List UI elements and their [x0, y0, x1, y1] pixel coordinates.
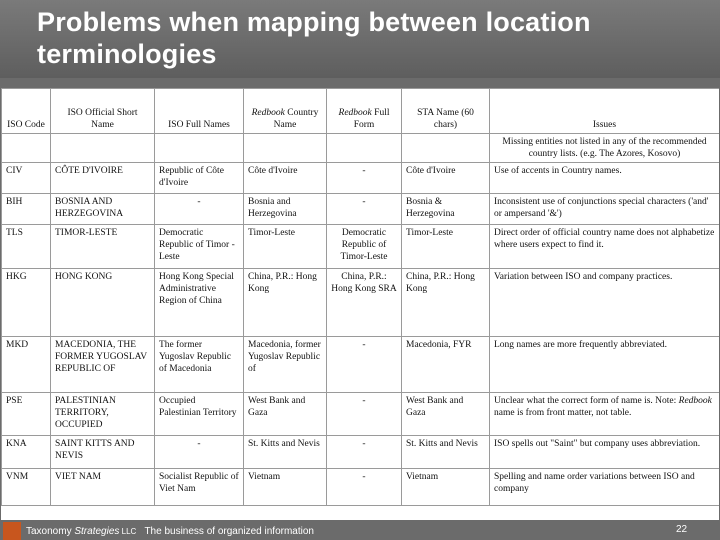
iso-full-name-cell: The former Yugoslav Republic of Macedonia: [155, 337, 244, 393]
note-row: [2, 134, 720, 163]
iso-short-name-cell: VIET NAM: [51, 469, 155, 506]
missing-entities-note: Missing entities not listed in any of the recommended country lists. (e.g. The Azores, Kosovo): [490, 134, 720, 163]
redbook-country-cell: West Bank and Gaza: [244, 393, 327, 436]
redbook-country-cell: Macedonia, former Yugoslav Republic of: [244, 337, 327, 393]
iso-full-name-cell: Hong Kong Special Administrative Region of China: [155, 269, 244, 337]
sta-name-cell: Vietnam: [402, 469, 490, 506]
iso-short-name-cell: PALESTINIAN TERRITORY, OCCUPIED: [51, 393, 155, 436]
header-sta-name: STA Name (60 chars): [402, 89, 490, 134]
iso-code-cell: KNA: [2, 436, 51, 469]
redbook-full-form-cell: -: [327, 163, 402, 194]
iso-full-name-cell: Socialist Republic of Viet Nam: [155, 469, 244, 506]
redbook-full-form-cell: -: [327, 436, 402, 469]
redbook-country-cell: Côte d'Ivoire: [244, 163, 327, 194]
iso-code-cell: PSE: [2, 393, 51, 436]
sta-name-cell: St. Kitts and Nevis: [402, 436, 490, 469]
redbook-country-cell: St. Kitts and Nevis: [244, 436, 327, 469]
header-redbook-full-form: Redbook Full Form: [327, 89, 402, 134]
table-row: [2, 469, 720, 506]
header-iso-code: ISO Code: [2, 89, 51, 134]
table-row: [2, 269, 720, 337]
iso-full-name-cell: Republic of Côte d'Ivoire: [155, 163, 244, 194]
issue-cell: Direct order of official country name does not alphabetize where users expect to find it.: [490, 225, 720, 269]
title-bar: [0, 0, 720, 78]
table-row: [2, 225, 720, 269]
table-row: [2, 337, 720, 393]
sta-name-cell: West Bank and Gaza: [402, 393, 490, 436]
company-logo: [3, 522, 21, 540]
redbook-country-cell: Bosnia and Herzegovina: [244, 194, 327, 225]
iso-short-name-cell: MACEDONIA, THE FORMER YUGOSLAV REPUBLIC OF: [51, 337, 155, 393]
slide-title: Problems when mapping between location terminologies: [37, 7, 591, 69]
redbook-full-form-cell: -: [327, 337, 402, 393]
location-mapping-table: [1, 88, 719, 506]
issue-cell: Variation between ISO and company practices.: [490, 269, 720, 337]
redbook-full-form-cell: -: [327, 393, 402, 436]
header-iso-short-name: ISO Official Short Name: [51, 89, 155, 134]
iso-full-name-cell: Democratic Republic of Timor -Leste: [155, 225, 244, 269]
redbook-full-form-cell: China, P.R.: Hong Kong SRA: [327, 269, 402, 337]
table-row: [2, 393, 720, 436]
header-row: [2, 89, 720, 134]
iso-short-name-cell: CÔTE D'IVOIRE: [51, 163, 155, 194]
iso-full-name-cell: Occupied Palestinian Territory: [155, 393, 244, 436]
iso-code-cell: HKG: [2, 269, 51, 337]
page-number: 22: [676, 524, 688, 535]
sta-name-cell: China, P.R.: Hong Kong: [402, 269, 490, 337]
iso-code-cell: BIH: [2, 194, 51, 225]
table-row: [2, 194, 720, 225]
issue-cell: Long names are more frequently abbreviated.: [490, 337, 720, 393]
table-row: [2, 163, 720, 194]
header-redbook-country-name: Redbook Country Name: [244, 89, 327, 134]
issue-cell: Spelling and name order variations between ISO and company: [490, 469, 720, 506]
redbook-full-form-cell: -: [327, 194, 402, 225]
sta-name-cell: Macedonia, FYR: [402, 337, 490, 393]
issue-cell: Inconsistent use of conjunctions special characters ('and' or ampersand '&'): [490, 194, 720, 225]
iso-short-name-cell: BOSNIA AND HERZEGOVINA: [51, 194, 155, 225]
iso-code-cell: TLS: [2, 225, 51, 269]
iso-full-name-cell: -: [155, 194, 244, 225]
issue-cell: Unclear what the correct form of name is. Note: Redbook name is from front matter, not table.: [490, 393, 720, 436]
footer-text: Taxonomy Strategies LLC The business of organized information: [26, 526, 314, 537]
iso-short-name-cell: HONG KONG: [51, 269, 155, 337]
issue-cell: Use of accents in Country names.: [490, 163, 720, 194]
iso-short-name-cell: TIMOR-LESTE: [51, 225, 155, 269]
redbook-country-cell: China, P.R.: Hong Kong: [244, 269, 327, 337]
iso-code-cell: CIV: [2, 163, 51, 194]
table-sheet: [1, 88, 719, 520]
redbook-full-form-cell: -: [327, 469, 402, 506]
sta-name-cell: Timor-Leste: [402, 225, 490, 269]
iso-code-cell: VNM: [2, 469, 51, 506]
iso-full-name-cell: -: [155, 436, 244, 469]
iso-short-name-cell: SAINT KITTS AND NEVIS: [51, 436, 155, 469]
sta-name-cell: Bosnia & Herzegovina: [402, 194, 490, 225]
table-row: [2, 436, 720, 469]
header-iso-full-names: ISO Full Names: [155, 89, 244, 134]
redbook-country-cell: Vietnam: [244, 469, 327, 506]
iso-code-cell: MKD: [2, 337, 51, 393]
issue-cell: ISO spells out "Saint" but company uses abbreviation.: [490, 436, 720, 469]
header-issues: Issues: [490, 89, 720, 134]
redbook-country-cell: Timor-Leste: [244, 225, 327, 269]
redbook-full-form-cell: Democratic Republic of Timor-Leste: [327, 225, 402, 269]
sta-name-cell: Côte d'Ivoire: [402, 163, 490, 194]
